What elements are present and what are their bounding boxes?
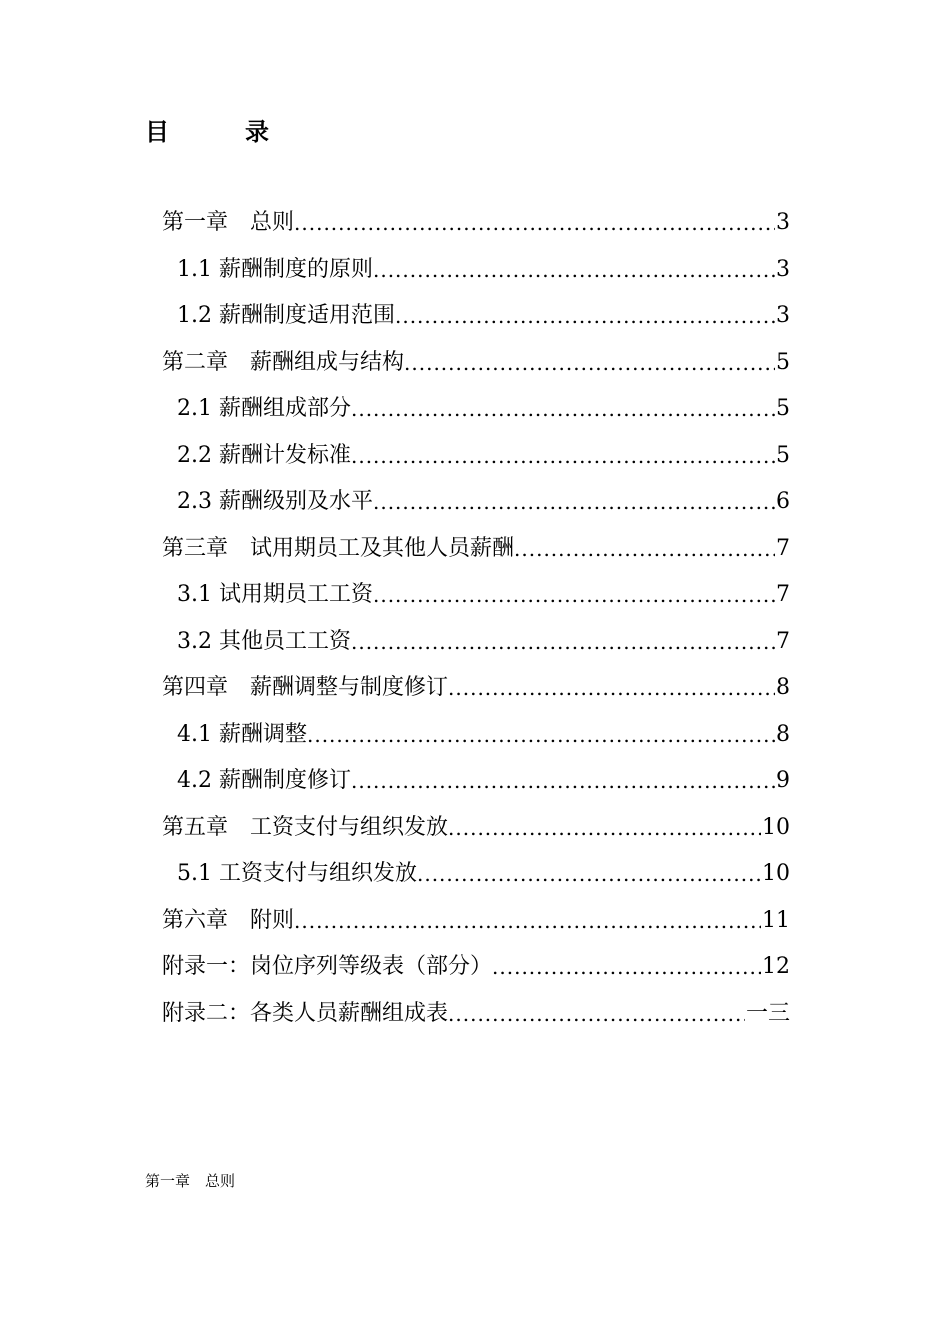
toc-leader-dots	[514, 526, 775, 573]
toc-title	[145, 116, 269, 148]
toc-leader-dots	[448, 665, 775, 712]
toc-leader-dots	[395, 293, 775, 340]
toc-entry-page: 一三	[745, 1000, 790, 1026]
toc-leader-dots	[351, 433, 775, 480]
toc-entry-page: 12	[762, 954, 790, 979]
toc-entry[interactable]	[162, 758, 790, 805]
toc-entry[interactable]	[162, 712, 790, 759]
toc-entry[interactable]	[162, 247, 790, 294]
toc-leader-dots	[448, 805, 761, 852]
toc-entry-page: 8	[776, 721, 790, 747]
toc-entry[interactable]	[162, 293, 790, 340]
toc-entry[interactable]	[162, 805, 790, 852]
toc-entry-label: 5.1 工资支付与组织发放	[177, 861, 417, 886]
toc-entry[interactable]	[162, 851, 790, 898]
toc-entry-page: 6	[776, 489, 790, 514]
toc-entry-page: 3	[776, 303, 790, 328]
toc-entry-page: 10	[762, 814, 790, 840]
toc-entry-label: 第二章 薪酬组成与结构	[162, 349, 405, 375]
toc-entry-label: 2.2 薪酬计发标准	[177, 442, 351, 468]
toc-entry-page: 8	[776, 675, 790, 700]
toc-entry-page: 5	[776, 442, 790, 468]
toc-entry-label: 2.3 薪酬级别及水平	[177, 489, 373, 514]
toc-entry-label: 第五章 工资支付与组织发放	[162, 814, 449, 840]
toc-leader-dots	[417, 851, 761, 898]
toc-entry[interactable]	[162, 898, 790, 945]
toc-leader-dots	[294, 200, 775, 247]
page-footer: 第一章 总则	[145, 1172, 236, 1190]
toc-entry[interactable]	[162, 433, 790, 480]
toc-entry-label: 1.2 薪酬制度适用范围	[177, 303, 395, 328]
toc-entry-label: 3.1 试用期员工工资	[177, 582, 373, 607]
toc-entry-label: 附录一：岗位序列等级表（部分）	[162, 954, 493, 979]
toc-leader-dots	[351, 619, 775, 666]
toc-entry[interactable]	[162, 526, 790, 573]
toc-entry-label: 附录二：各类人员薪酬组成表	[162, 1000, 449, 1026]
toc-entry-label: 第六章 附则	[162, 907, 295, 933]
toc-entry-label: 3.2 其他员工工资	[177, 628, 351, 654]
toc-leader-dots	[492, 944, 761, 991]
toc-entry-label: 第一章 总则	[162, 210, 295, 235]
toc-list	[162, 200, 790, 1037]
toc-entry-label: 2.1 薪酬组成部分	[177, 396, 351, 421]
toc-entry-page: 3	[776, 256, 790, 282]
toc-leader-dots	[448, 991, 745, 1038]
toc-entry-label: 第三章 试用期员工及其他人员薪酬	[162, 535, 515, 561]
toc-leader-dots	[404, 340, 775, 387]
toc-entry[interactable]	[162, 200, 790, 247]
toc-entry-page: 3	[776, 210, 790, 235]
toc-entry-page: 11	[762, 907, 790, 933]
toc-entry-page: 10	[762, 861, 790, 886]
toc-entry-label: 4.2 薪酬制度修订	[177, 768, 351, 793]
toc-entry[interactable]	[162, 991, 790, 1038]
toc-leader-dots	[294, 898, 761, 945]
toc-entry-page: 5	[776, 349, 790, 375]
toc-entry-label: 1.1 薪酬制度的原则	[177, 256, 373, 282]
toc-leader-dots	[373, 247, 775, 294]
toc-leader-dots	[351, 758, 775, 805]
toc-entry[interactable]	[162, 944, 790, 991]
toc-entry-page: 9	[776, 768, 790, 793]
toc-entry[interactable]	[162, 386, 790, 433]
toc-entry-page: 5	[776, 396, 790, 421]
toc-entry-page: 7	[776, 582, 790, 607]
toc-leader-dots	[351, 386, 775, 433]
toc-entry[interactable]	[162, 572, 790, 619]
toc-entry-label: 第四章 薪酬调整与制度修订	[162, 675, 449, 700]
toc-entry[interactable]	[162, 665, 790, 712]
toc-entry[interactable]	[162, 479, 790, 526]
toc-entry-page: 7	[776, 535, 790, 561]
toc-entry-label: 4.1 薪酬调整	[177, 721, 307, 747]
toc-entry[interactable]	[162, 619, 790, 666]
toc-entry-page: 7	[776, 628, 790, 654]
toc-title-left: 目	[145, 117, 169, 146]
toc-leader-dots	[373, 479, 775, 526]
toc-leader-dots	[307, 712, 775, 759]
toc-title-right: 录	[245, 117, 269, 146]
toc-entry[interactable]	[162, 340, 790, 387]
toc-leader-dots	[373, 572, 775, 619]
